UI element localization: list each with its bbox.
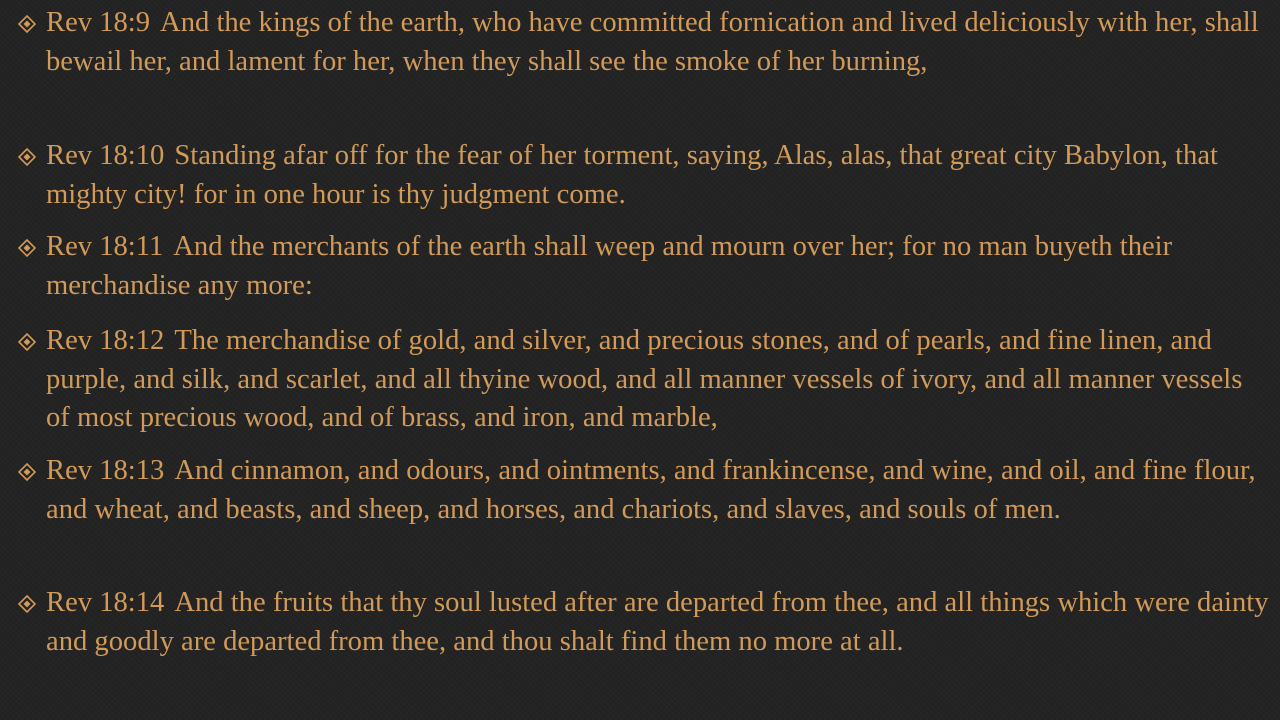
- verse-body: The merchandise of gold, and silver, and precious stones, and of pearls, and fine linen, and purple, and silk, and scarlet, and all thyine wood, and all manner vessels of ivory, and all manner vessels of most precious wood, and of brass, and iron, and marble,: [46, 325, 1243, 433]
- verse-text: [46, 584, 1271, 661]
- diamond-bullet-icon: [18, 15, 36, 33]
- diamond-bullet-icon: [18, 463, 36, 481]
- diamond-bullet-icon: [18, 333, 36, 351]
- verse-body: Standing afar off for the fear of her torment, saying, Alas, alas, that great city Babylon, that mighty city! for in one hour is thy judgment come.: [46, 140, 1218, 210]
- verse-text: [46, 322, 1271, 438]
- diamond-bullet-icon: [18, 239, 36, 257]
- diamond-bullet-icon: [18, 148, 36, 166]
- diamond-bullet-icon: [18, 595, 36, 613]
- verse-text: [46, 228, 1271, 305]
- verse-body: And cinnamon, and odours, and ointments, and frankincense, and wine, and oil, and fine flour, and wheat, and beasts, and sheep, and horses, and chariots, and slaves, and souls of men.: [46, 455, 1256, 525]
- verse-reference: Rev 18:11: [46, 231, 164, 262]
- verse-reference: Rev 18:12: [46, 325, 165, 356]
- verse-reference: Rev 18:9: [46, 7, 151, 38]
- verse-reference: Rev 18:14: [46, 587, 165, 618]
- verse-body: And the merchants of the earth shall weep and mourn over her; for no man buyeth their merchandise any more:: [46, 231, 1173, 301]
- verse-reference: Rev 18:10: [46, 140, 165, 171]
- verse-body: And the fruits that thy soul lusted after are departed from thee, and all things which were dainty and goodly are departed from thee, and thou shalt find them no more at all.: [46, 587, 1269, 657]
- verse-text: [46, 452, 1271, 529]
- verse-text: [46, 137, 1271, 214]
- verse-reference: Rev 18:13: [46, 455, 165, 486]
- verse-body: And the kings of the earth, who have committed fornication and lived deliciously with her, shall bewail her, and lament for her, when they shall see the smoke of her burning,: [46, 7, 1259, 77]
- verse-text: [46, 4, 1271, 81]
